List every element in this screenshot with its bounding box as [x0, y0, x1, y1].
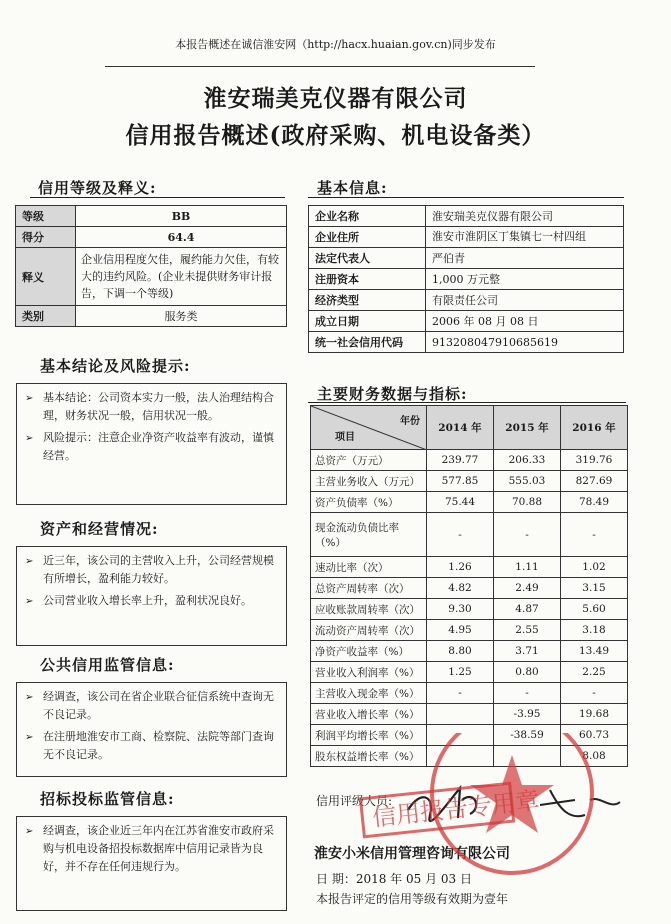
rater-label: 信用评级人员:	[316, 794, 393, 808]
info-key: 经济类型	[309, 290, 426, 311]
info-key: 法定代表人	[309, 248, 426, 269]
metric-value: 3.15	[561, 578, 628, 599]
info-key: 统一社会信用代码	[309, 332, 426, 353]
table-row	[309, 248, 624, 269]
metric-value: 1.11	[494, 557, 561, 578]
metric-value: 78.49	[561, 492, 628, 513]
operations-title: 资产和经营情况:	[40, 520, 159, 538]
arrow-bullet-icon: ➢	[25, 393, 34, 404]
grade-value: BB	[76, 206, 287, 227]
table-row	[311, 704, 628, 725]
grade-section-rule	[30, 197, 285, 198]
financial-table	[310, 405, 628, 767]
table-row	[309, 290, 624, 311]
grade-section-title: 信用等级及释义:	[38, 179, 157, 197]
info-value: 2006 年 08 月 08 日	[426, 311, 624, 332]
metric-value: 1.26	[427, 557, 494, 578]
report-date: 日 期：2018 年 05 月 03 日	[316, 872, 472, 886]
metric-label: 利润平均增长率（%）	[311, 725, 427, 746]
operations-box	[16, 546, 287, 646]
metric-value: -	[561, 683, 628, 704]
metric-label: 总资产周转率（次）	[311, 578, 427, 599]
basic-info-rule	[308, 197, 624, 198]
metric-label: 现金流动负债比率（%）	[311, 513, 427, 557]
validity-note: 本报告评定的信用等级有效期为壹年	[316, 892, 509, 906]
metric-value: 2.25	[561, 662, 628, 683]
grade-row	[16, 206, 287, 227]
metric-value	[427, 704, 494, 725]
financial-title: 主要财务数据与指标:	[317, 385, 468, 403]
table-row	[311, 471, 628, 492]
metric-value: 206.33	[494, 450, 561, 471]
category-value: 服务类	[76, 306, 287, 327]
metric-value: -	[561, 513, 628, 557]
metric-label: 主营收入现金率（%）	[311, 683, 427, 704]
score-key: 得分	[16, 227, 76, 248]
table-row	[311, 641, 628, 662]
metric-value: 8.08	[561, 746, 628, 767]
arrow-bullet-icon: ➢	[25, 433, 34, 444]
public-credit-text: 在注册地淮安市工商、检察院、法院等部门查询无不良记录。	[43, 730, 274, 761]
conclusion-title: 基本结论及风险提示:	[40, 357, 191, 375]
table-row	[311, 683, 628, 704]
risk-text: 风险提示：注意企业净资产收益率有波动，谨慎经营。	[43, 431, 274, 462]
public-credit-box	[16, 682, 287, 777]
public-credit-title: 公共信用监管信息:	[40, 656, 175, 674]
info-value: 淮安市淮阴区丁集镇七一村四组	[426, 227, 624, 248]
metric-value: 4.82	[427, 578, 494, 599]
metric-value: 1.02	[561, 557, 628, 578]
metric-value: 8.80	[427, 641, 494, 662]
table-row	[309, 311, 624, 332]
basic-info-table	[308, 205, 624, 353]
arrow-bullet-icon: ➢	[25, 596, 34, 607]
report-title-type: 信用报告概述(政府采购、机电设备类）	[125, 122, 546, 149]
operations-text: 近三年，该公司的主营收入上升，公司经营规模有所增长，盈利能力较好。	[43, 554, 274, 585]
metric-value: 827.69	[561, 471, 628, 492]
metric-value: -	[494, 513, 561, 557]
arrow-bullet-icon: ➢	[25, 732, 34, 743]
arrow-bullet-icon: ➢	[25, 826, 34, 837]
header-year-label: 年份	[400, 416, 420, 427]
info-key: 企业名称	[309, 206, 426, 227]
list-item	[25, 688, 278, 724]
definition-key: 释义	[16, 248, 76, 306]
table-row	[311, 557, 628, 578]
score-row	[16, 227, 287, 248]
metric-value: 75.44	[427, 492, 494, 513]
table-row	[309, 269, 624, 290]
info-key: 企业住所	[309, 227, 426, 248]
definition-row	[16, 248, 287, 306]
year-header: 2016 年	[561, 406, 628, 450]
metric-label: 速动比率（次）	[311, 557, 427, 578]
bidding-title: 招标投标监管信息:	[40, 790, 175, 808]
financial-header-row	[311, 406, 628, 450]
table-row	[309, 332, 624, 353]
agency-name: 淮安小米信用管理咨询有限公司	[314, 846, 510, 862]
table-row	[309, 227, 624, 248]
table-row	[311, 620, 628, 641]
metric-value: -38.59	[494, 725, 561, 746]
list-item	[25, 822, 278, 876]
year-header: 2014 年	[427, 406, 494, 450]
category-row	[16, 306, 287, 327]
metric-label: 营业收入利润率（%）	[311, 662, 427, 683]
metric-value: 239.77	[427, 450, 494, 471]
info-value: 淮安瑞美克仪器有限公司	[426, 206, 624, 227]
metric-value: -	[494, 683, 561, 704]
list-item	[25, 728, 278, 764]
grade-key: 等级	[16, 206, 76, 227]
info-value: 严伯青	[426, 248, 624, 269]
table-row	[311, 450, 628, 471]
metric-label: 总资产（万元）	[311, 450, 427, 471]
conclusion-box	[16, 383, 287, 505]
metric-value: -3.95	[494, 704, 561, 725]
metric-value: 60.73	[561, 725, 628, 746]
table-row	[311, 492, 628, 513]
basic-info-title: 基本信息:	[317, 179, 388, 197]
arrow-bullet-icon: ➢	[25, 692, 34, 703]
header-item-label: 项目	[335, 432, 355, 443]
info-value: 913208047910685619	[426, 332, 624, 353]
metric-value: 577.85	[427, 471, 494, 492]
metric-value: 3.71	[494, 641, 561, 662]
metric-value: 2.55	[494, 620, 561, 641]
metric-label: 应收账款周转率（次）	[311, 599, 427, 620]
metric-value: 3.18	[561, 620, 628, 641]
metric-label: 流动资产周转率（次）	[311, 620, 427, 641]
metric-value: 70.88	[494, 492, 561, 513]
metric-value: -	[427, 513, 494, 557]
metric-value: 1.25	[427, 662, 494, 683]
table-row	[311, 513, 628, 557]
metric-value: -	[427, 683, 494, 704]
metric-value: 19.68	[561, 704, 628, 725]
table-row	[311, 578, 628, 599]
conclusion-text: 基本结论：公司资本实力一般，法人治理结构合理，财务状况一般，信用状况一般。	[43, 391, 274, 422]
metric-value: 2.49	[494, 578, 561, 599]
bidding-box	[16, 816, 287, 911]
financial-rule	[308, 402, 626, 403]
score-value: 64.4	[76, 227, 287, 248]
svg-text:信用报告专用章: 信用报告专用章	[370, 786, 542, 832]
metric-label: 营业收入增长率（%）	[311, 704, 427, 725]
info-value: 有限责任公司	[426, 290, 624, 311]
metric-value: 13.49	[561, 641, 628, 662]
arrow-bullet-icon: ➢	[25, 556, 34, 567]
metric-value: 5.60	[561, 599, 628, 620]
operations-text: 公司营业收入增长率上升，盈利状况良好。	[43, 594, 252, 607]
report-title-company: 淮安瑞美克仪器有限公司	[203, 85, 468, 112]
info-key: 成立日期	[309, 311, 426, 332]
table-row	[311, 662, 628, 683]
metric-value: 4.95	[427, 620, 494, 641]
public-credit-text: 经调查，该公司在省企业联合征信系统中查询无不良记录。	[43, 690, 274, 721]
metric-value: 0.80	[494, 662, 561, 683]
table-row	[309, 206, 624, 227]
list-item	[25, 552, 278, 588]
table-row	[311, 599, 628, 620]
metric-label: 资产负债率（%）	[311, 492, 427, 513]
company-seal-stamp	[352, 733, 612, 903]
info-key: 注册资本	[309, 269, 426, 290]
metric-value: 9.30	[427, 599, 494, 620]
metric-label: 主营业务收入（万元）	[311, 471, 427, 492]
bidding-text: 经调查，该企业近三年内在江苏省淮安市政府采购与机电设备招投标数据库中信用记录皆为良好，并不存在任何违规行为。	[43, 824, 274, 873]
metric-value: 4.87	[494, 599, 561, 620]
metric-label: 净资产收益率（%）	[311, 641, 427, 662]
metric-value: 555.03	[494, 471, 561, 492]
publish-note: 本报告概述在诚信淮安网（http://hacx.huaian.gov.cn)同步发布	[175, 38, 496, 51]
list-item	[25, 592, 278, 611]
metric-value: 319.76	[561, 450, 628, 471]
list-item	[25, 429, 278, 465]
metric-label: 股东权益增长率（%）	[311, 746, 427, 767]
definition-value: 企业信用程度欠佳，履约能力欠佳，有较大的违约风险。(企业未提供财务审计报告，下调一个等级)	[76, 248, 287, 306]
list-item	[25, 389, 278, 425]
info-value: 1,000 万元整	[426, 269, 624, 290]
header-divider	[105, 66, 535, 67]
header-diagonal-cell	[311, 406, 427, 450]
grade-table	[15, 205, 287, 327]
category-key: 类别	[16, 306, 76, 327]
year-header: 2015 年	[494, 406, 561, 450]
